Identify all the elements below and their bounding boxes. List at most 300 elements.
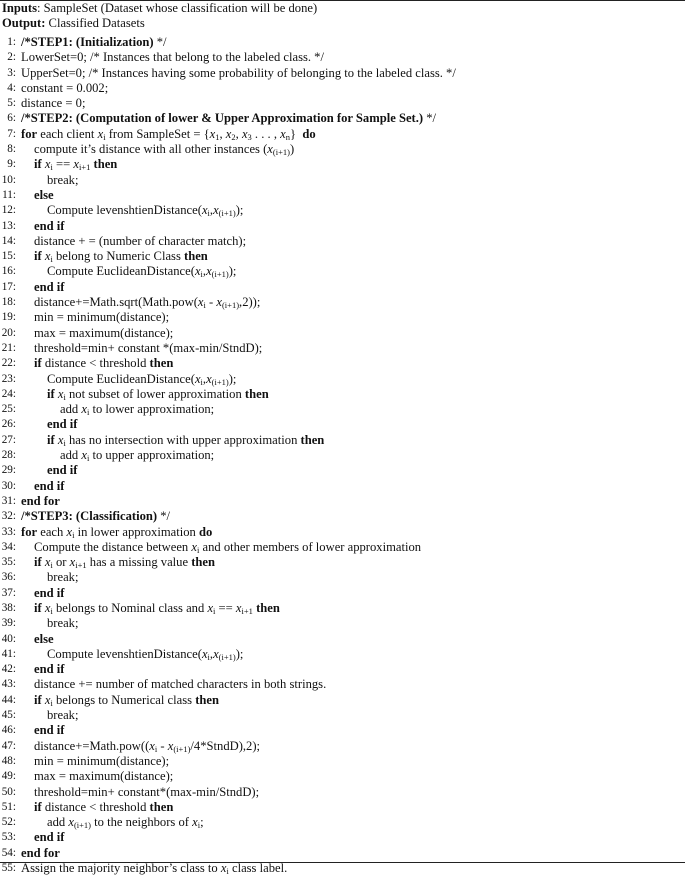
math-subscript: (i+1) [173,743,191,754]
code-text: ) [289,142,295,157]
algorithm-line [0,830,685,845]
line-code [34,157,117,172]
code-text: not subset of lower approximation [65,386,245,401]
keyword: if [34,555,42,570]
code-text: ; [200,815,204,830]
line-number: 41: [1,647,16,660]
line-code [34,234,246,249]
math-subscript: i [207,651,210,662]
algorithm-line [0,601,685,616]
code-text: LowerSet=0; /* Instances that belong to the labeled class. */ [21,50,324,65]
algorithm-line [0,479,685,494]
keyword: then [93,157,118,172]
algorithm-line [0,203,685,218]
keyword: if [34,249,42,264]
keyword: then [256,600,280,615]
line-number: 35: [1,556,16,569]
line-number: 55: [1,862,16,875]
code-text: belong to Numeric Class [52,249,184,264]
math-subscript: i [50,254,53,265]
code-text: threshold=min+ constant*(max-min/StndD); [34,784,260,799]
keyword: then [244,386,269,401]
keyword: then [184,249,208,264]
code-text: == [52,157,74,172]
algorithm-line [0,157,685,172]
bottom-rule [0,862,685,863]
code-text: add [47,815,69,830]
keyword: if [47,386,55,401]
math-var: x [194,371,201,386]
code-text: to the neighbors of [91,815,193,830]
line-code [34,479,64,494]
algorithm-line [0,815,685,830]
code-text: break; [47,570,79,585]
keyword: then [149,356,174,371]
line-number: 1: [7,36,16,48]
math-subscript: i [154,743,158,754]
code-text: , [202,371,207,386]
algorithm-line [0,264,685,279]
line-code [60,448,214,463]
math-subscript: (i+1) [73,820,92,831]
line-number: 10: [1,173,16,186]
line-code [47,173,78,188]
code-text: */ [153,35,167,49]
line-number: 51: [1,800,16,813]
line-number: 45: [1,709,16,722]
keyword: /* [21,35,31,49]
line-number: 2: [7,51,16,64]
line-code [34,326,173,341]
math-var: x [201,203,208,218]
math-var: x [149,738,155,753]
code-text: distance+=Math.pow(( [34,738,150,753]
code-text: - [205,295,217,310]
math-var: x [44,157,51,172]
math-subscript: i [72,529,75,540]
inputs-label: Inputs [2,1,38,15]
line-number: 49: [1,770,16,783]
math-var: x [194,264,201,279]
code-text: . . . , [251,126,281,141]
line-number: 31: [1,494,16,507]
line-code [34,693,219,708]
code-text: has a missing value [86,555,192,570]
line-number: 20: [1,326,16,339]
line-number: 32: [1,510,16,523]
algorithm-line [0,111,685,126]
math-var: x [213,646,219,661]
line-code [21,96,85,111]
code-text: , [219,126,226,141]
keyword: else [34,631,54,646]
keyword: /* [21,509,31,524]
math-subscript: n [285,131,290,142]
math-var: x [167,738,174,753]
inputs-text: : SampleSet (Dataset whose classification will be done) [37,1,318,15]
line-number: 54: [1,846,16,859]
line-number: 44: [1,693,16,706]
algorithm-line [0,295,685,310]
code-text: Compute EuclideanDistance( [47,264,195,279]
line-code [47,570,78,585]
math-subscript: i [203,300,206,311]
math-var: x [191,539,197,554]
algorithm-line [0,448,685,463]
line-number: 3: [7,66,16,79]
line-number: 28: [1,449,16,462]
algorithm-line [0,570,685,585]
line-code [21,111,436,126]
line-code [47,647,243,662]
code-text: each [37,524,67,539]
line-number: 22: [1,357,16,370]
math-var: x [201,646,208,661]
line-code [47,203,243,218]
keyword: end if [34,585,65,600]
math-subscript: i [196,544,200,555]
code-text: distance += number of matched characters in both strings. [34,677,327,692]
code-text: , [209,646,214,661]
math-var: x [267,142,273,157]
math-var: x [81,448,87,463]
output-text: Classified Datasets [45,16,145,30]
code-text: UpperSet=0; /* Instances having some probability of belonging to the labeled class. */ [21,65,456,80]
math-var: x [44,249,51,264]
math-subscript: i [197,820,201,831]
keyword: if [34,692,42,707]
code-text: add [60,402,82,417]
line-number: 53: [1,831,16,844]
line-number: 34: [1,540,16,553]
line-number: 24: [1,387,16,400]
line-code [34,632,54,647]
algorithm-line [0,525,685,540]
math-var: x [241,126,248,141]
line-code [34,310,169,325]
line-code [47,708,78,723]
line-number: 27: [1,433,16,446]
line-code [47,463,77,478]
algorithm-line [0,188,685,203]
algorithm-line [0,800,685,815]
line-number: 7: [7,127,16,140]
code-text: , [235,126,242,141]
code-text: min = minimum(distance); [34,310,170,325]
line-code [34,341,262,356]
line-number: 25: [1,403,16,416]
math-var: x [213,203,219,218]
algorithm-line [0,433,685,448]
math-var: x [68,815,74,830]
math-subscript: (i+1) [211,269,229,280]
line-number: 40: [1,632,16,645]
math-var: x [220,861,227,876]
code-text: ); [228,371,237,386]
algorithm-line [0,280,685,295]
math-var: x [44,555,51,570]
math-subscript: i [213,605,216,616]
line-number: 46: [1,724,16,737]
keyword: end if [47,463,78,478]
line-number: 39: [1,617,16,630]
line-code [34,785,259,800]
code-text: max = maximum(distance); [34,769,174,784]
math-var: x [206,371,212,386]
math-var: x [69,555,76,570]
code-text: ); [235,203,244,218]
math-subscript: i [50,697,53,708]
line-code [47,387,269,402]
line-number: 15: [1,250,16,263]
algorithm-line [0,708,685,723]
math-subscript: (i+1) [218,651,236,662]
algorithm-line [0,494,685,509]
keyword: if [34,356,42,371]
line-number: 9: [7,158,16,171]
keyword: if [34,600,42,615]
algorithm-line [0,50,685,65]
algorithm-line [0,173,685,188]
algorithm-line [0,616,685,631]
line-code [34,739,260,754]
keyword: then [300,432,325,447]
line-code [34,219,64,234]
keyword: end if [34,478,65,493]
code-text: break; [47,616,79,631]
math-subscript: i [86,407,90,418]
code-text: Compute levenshtienDistance( [47,203,202,218]
code-text: ); [228,264,237,279]
line-number: 30: [1,479,16,492]
math-var: x [280,126,286,141]
math-subscript: 1 [215,131,220,142]
line-code [21,509,170,524]
code-text: , [209,203,214,218]
algorithm-line [0,356,685,371]
algorithm-line [0,586,685,601]
line-number: 42: [1,663,16,676]
line-number: 19: [1,311,16,324]
math-subscript: i [226,866,229,876]
algorithm-line [0,662,685,677]
math-var: x [73,157,79,172]
algorithm-line [0,402,685,417]
line-number: 33: [1,525,16,538]
code-text: threshold=min+ constant *(max-min/StndD); [34,340,263,355]
code-text: distance = 0; [21,96,86,111]
line-code [21,846,60,861]
code-text: } [289,126,303,141]
code-text: class label. [228,861,288,876]
line-code [21,50,324,65]
line-code [47,616,78,631]
math-var: x [207,600,214,615]
keyword: then [191,555,216,570]
inputs-line [2,1,317,16]
line-code [21,35,167,50]
keyword: STEP1: (Initialization) [30,35,154,49]
math-var: x [66,524,73,539]
line-number: 26: [1,418,16,431]
line-number: 23: [1,372,16,385]
line-code [47,372,236,387]
algorithm-lines [0,35,685,876]
math-var: x [57,432,64,447]
keyword: then [195,692,219,707]
output-label: Output: [2,16,46,30]
code-text: ); [235,646,244,661]
algorithm-line [0,647,685,662]
line-code [34,356,173,371]
code-text: to lower approximation; [89,402,215,417]
math-subscript: i+1 [241,605,253,616]
line-number: 36: [1,571,16,584]
line-number: 8: [7,143,16,156]
algorithm-line [0,326,685,341]
line-code [34,662,64,677]
code-text: break; [47,172,79,187]
line-code [34,540,421,555]
math-var: x [216,295,222,310]
line-code [34,142,294,157]
code-text: belongs to Nominal class and [52,600,208,615]
keyword: /* [21,111,31,126]
output-line [2,16,145,31]
line-code [21,494,60,509]
math-subscript: i [207,208,210,219]
math-subscript: i [50,560,53,571]
line-number: 5: [7,97,16,110]
algorithm-line [0,234,685,249]
math-subscript: i [50,605,53,616]
keyword: else [34,187,54,202]
algorithm-line [0,96,685,111]
keyword: STEP3: (Classification) [30,509,158,524]
line-code [34,830,64,845]
math-subscript: 3 [247,131,252,142]
code-text: break; [47,708,79,723]
keyword: for [21,524,38,539]
line-code [34,249,208,264]
keyword: end if [34,662,65,677]
math-subscript: (i+1) [221,300,240,311]
code-text: and other members of lower approximation [199,539,422,554]
code-text: each client [37,126,98,141]
keyword: end if [47,417,78,432]
line-code [34,800,173,815]
math-subscript: i+1 [78,162,91,173]
code-text: constant = 0.002; [21,80,109,95]
math-subscript: i+1 [75,560,87,571]
line-code [34,188,54,203]
algorithm-line [0,387,685,402]
code-text: Compute EuclideanDistance( [47,371,195,386]
line-number: 18: [1,296,16,309]
algorithm-line [0,739,685,754]
code-text: max = maximum(distance); [34,325,174,340]
math-subscript: i [103,131,106,142]
line-code [34,601,280,616]
keyword: do [198,524,213,539]
line-number: 14: [1,234,16,247]
math-subscript: (i+1) [272,147,290,158]
keyword: for [21,126,38,141]
algorithm-line [0,463,685,478]
algorithm-line [0,677,685,692]
keyword: STEP2: (Computation of lower & Upper Approximation for Sample Set.) [30,111,424,126]
line-code [34,555,215,570]
algorithm-line [0,81,685,96]
code-text: add [60,448,82,463]
math-subscript: i [86,453,90,464]
code-text: Assign the majority neighbor’s class to [21,861,221,876]
code-text: Compute the distance between [34,539,192,554]
math-subscript: 2 [231,131,236,142]
math-subscript: (i+1) [211,376,229,387]
keyword: if [34,157,42,172]
algorithm-line [0,693,685,708]
algorithm-line [0,509,685,524]
math-subscript: i [200,269,203,280]
line-number: 50: [1,785,16,798]
math-var: x [225,126,232,141]
line-number: 6: [7,112,16,125]
algorithm-line [0,861,685,876]
code-text: belongs to Numerical class [52,692,196,707]
algorithm-line [0,723,685,738]
algorithm-line [0,372,685,387]
math-var: x [197,295,204,310]
math-subscript: (i+1) [218,208,236,219]
line-code [34,769,173,784]
algorithm-line [0,785,685,800]
code-text: , [202,264,207,279]
algorithm-line [0,846,685,861]
math-var: x [81,402,87,417]
code-text: or [52,555,70,570]
line-code [47,815,204,830]
line-code [21,127,316,142]
line-number: 21: [1,341,16,354]
keyword: end if [34,218,65,233]
line-number: 48: [1,754,16,767]
line-number: 4: [7,81,16,94]
line-number: 52: [1,816,16,829]
code-text: */ [423,111,437,126]
line-number: 11: [2,188,16,201]
math-var: x [57,386,64,401]
line-code [60,402,214,417]
keyword: if [34,799,42,814]
code-text: distance < threshold [41,356,150,371]
line-code [34,754,169,769]
line-code [47,417,77,432]
math-var: x [192,815,198,830]
math-var: x [97,126,104,141]
code-text: distance + = (number of character match); [34,233,247,248]
keyword: if [47,432,55,447]
code-text: == [215,600,236,615]
code-text: to upper approximation; [89,448,215,463]
math-subscript: i [63,437,66,448]
code-text: distance+=Math.sqrt(Math.pow( [34,295,198,310]
line-code [21,861,287,876]
code-text: in lower approximation [74,524,199,539]
algorithm-line [0,219,685,234]
algorithm-line [0,127,685,142]
algorithm-line [0,142,685,157]
